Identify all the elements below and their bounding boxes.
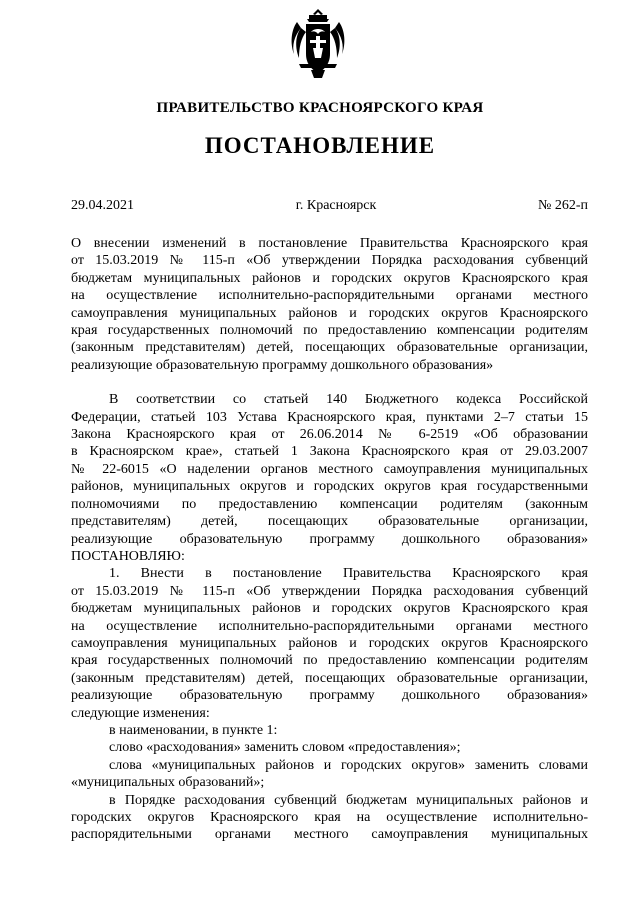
body-line: реализующие образовательную программу дошкольного образования» xyxy=(71,531,588,547)
body-line: края государственных полномочий по предоставлению компенсации родителям xyxy=(71,653,588,669)
body-line: на осуществление исполнительно-распорядительными органами местного xyxy=(71,618,588,634)
document-body xyxy=(71,235,588,844)
body-line: (законным представителям) детей, посещающих образовательные организации, xyxy=(71,340,588,356)
body-line: В соответствии со статьей 140 Бюджетного кодекса Российской xyxy=(109,392,588,408)
government-title: ПРАВИТЕЛЬСТВО КРАСНОЯРСКОГО КРАЯ xyxy=(156,100,484,116)
document-date: 29.04.2021 xyxy=(71,198,134,213)
body-line: слова «муниципальных районов и городских округов» заменить словами xyxy=(109,757,588,773)
body-line: реализующие образовательную программу дошкольного образования» xyxy=(71,688,588,704)
body-line: Закона Красноярского края от 26.06.2014 № 6-2519 «Об образовании xyxy=(71,427,588,443)
body-line: распорядительными органами местного самоуправления муниципальных xyxy=(71,827,588,843)
body-line: на осуществление исполнительно-распорядительными органами местного xyxy=(71,288,588,304)
body-line: в наименовании, в пункте 1: xyxy=(109,722,278,738)
body-line: бюджетам муниципальных районов и городских округов Красноярского края xyxy=(71,601,588,617)
body-line: представителям) детей, посещающих образовательные организации, xyxy=(71,514,588,530)
body-line: в Красноярском крае», статьей 1 Закона Красноярского края от 29.03.2007 xyxy=(71,444,588,460)
body-line: городских округов Красноярского края на осуществление исполнительно- xyxy=(71,810,588,825)
body-line: ПОСТАНОВЛЯЮ: xyxy=(71,548,185,564)
document-number: № 262-п xyxy=(537,198,588,213)
body-line: 1. Внести в постановление Правительства Красноярского края xyxy=(109,566,588,582)
coat-of-arms-emblem xyxy=(289,8,347,80)
body-line: «муниципальных образований»; xyxy=(71,775,265,791)
body-line: самоуправления муниципальных районов и городских округов Красноярского xyxy=(71,635,588,651)
body-line: края государственных полномочий по предоставлению компенсации родителям xyxy=(71,323,588,339)
document-city: г. Красноярск xyxy=(295,198,377,213)
body-line: О внесении изменений в постановление Правительства Красноярского края xyxy=(71,236,588,251)
body-line: следующие изменения: xyxy=(71,705,210,721)
document-type-heading: ПОСТАНОВЛЕНИЕ xyxy=(204,133,436,158)
body-line: Федерации, статьей 103 Устава Красноярского края, пунктами 2–7 статьи 15 xyxy=(71,409,588,425)
body-line: (законным представителям) детей, посещающих образовательные организации, xyxy=(71,670,588,686)
body-line: районов, муниципальных округов и городских округов края государственными xyxy=(71,479,588,495)
body-line: в Порядке расходования субвенций бюджетам муниципальных районов и xyxy=(109,792,588,808)
body-line: от 15.03.2019 № 115-п «Об утверждении Порядка расходования субвенций xyxy=(71,583,588,599)
body-line: № 22-6015 «О наделении органов местного самоуправления муниципальных xyxy=(71,461,588,477)
document-meta-row xyxy=(71,198,588,214)
body-line: бюджетам муниципальных районов и городских округов Красноярского края xyxy=(71,270,588,286)
body-line: реализующие образовательную программу дошкольного образования» xyxy=(71,357,494,373)
body-line: слово «расходования» заменить словом «предоставления»; xyxy=(109,740,461,756)
body-line: полномочиями по предоставлению компенсации родителям (законным xyxy=(71,496,588,512)
body-line: самоуправления муниципальных районов и городских округов Красноярского xyxy=(71,305,588,321)
body-line: от 15.03.2019 № 115-п «Об утверждении Порядка расходования субвенций xyxy=(71,253,588,269)
